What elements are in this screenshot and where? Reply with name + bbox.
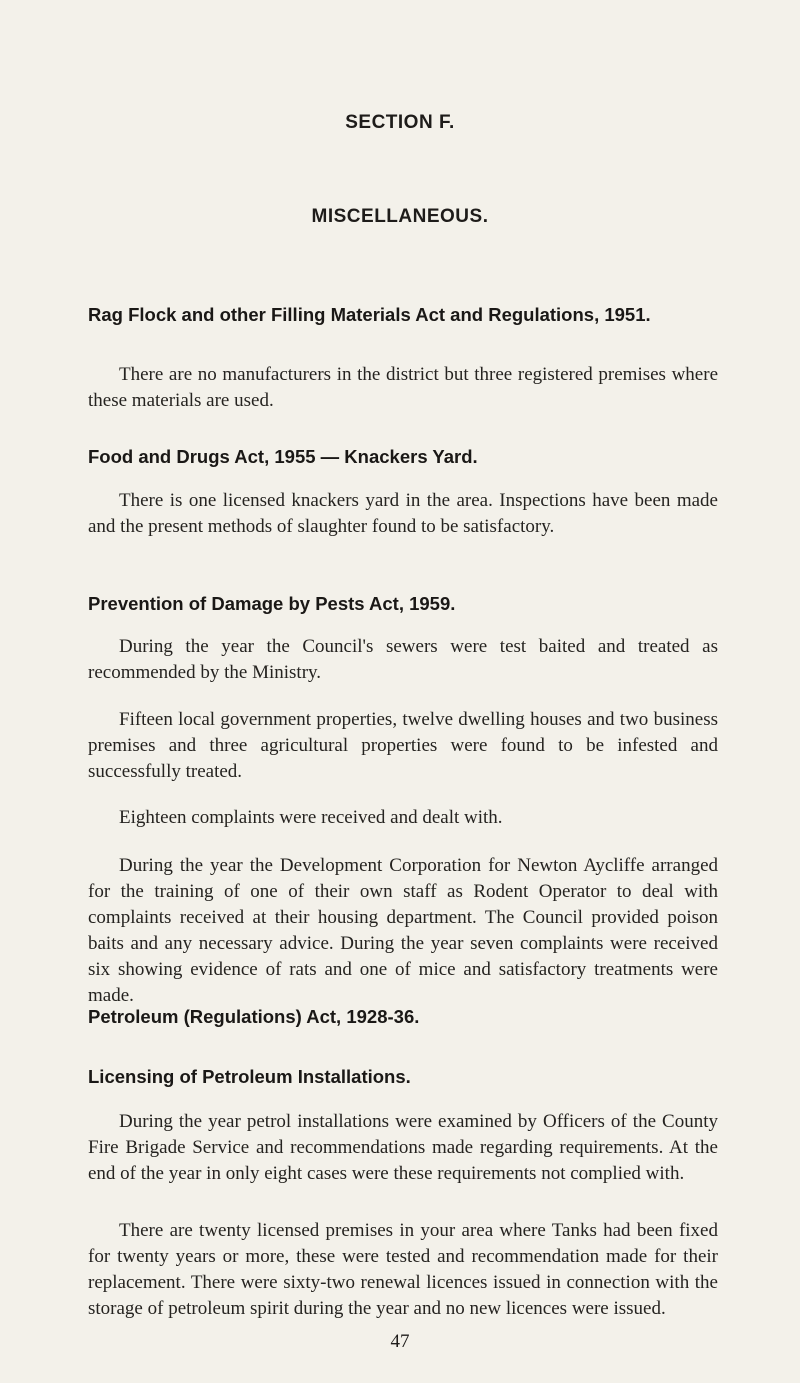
page-number: 47 (390, 1331, 410, 1352)
para-pests-1: During the year the Council's sewers were test baited and treated as recommended by the Ministry. (88, 636, 718, 683)
para-food-drugs-1: There is one licensed knackers yard in the area. Inspections have been made and the present methods of slaughter found to be satisfactory. (88, 490, 718, 537)
section-subtitle: MISCELLANEOUS. (311, 206, 489, 227)
para-pests-4: During the year the Development Corporation for Newton Aycliffe arranged for the training of one of their own staff as Rodent Operator to deal with complaints received at their housing department. The Council provided poison baits and any necessary advice. During the year seven complaints were received six showing evidence of rats and one of mice and satisfactory treatments were made. (88, 855, 718, 1006)
para-petroleum-1: During the year petrol installations were examined by Officers of the County Fire Brigade Service and recommendations made regarding requirements. At the end of the year in only eight cases were these requirements not complied with. (88, 1111, 718, 1184)
para-petroleum-2: There are twenty licensed premises in your area where Tanks had been fixed for twenty years or more, these were tested and recommendation made for their replacement. There were sixty-two renewal licences issued in connection with the storage of petroleum spirit during the year and no new licences were issued. (88, 1220, 718, 1319)
heading-food-drugs: Food and Drugs Act, 1955 — Knackers Yard. (88, 446, 478, 467)
subheading-petroleum-licensing: Licensing of Petroleum Installations. (88, 1066, 411, 1087)
heading-petroleum: Petroleum (Regulations) Act, 1928-36. (88, 1006, 420, 1027)
heading-pests: Prevention of Damage by Pests Act, 1959. (88, 593, 456, 614)
heading-rag-flock: Rag Flock and other Filling Materials Act and Regulations, 1951. (88, 304, 651, 325)
section-title: SECTION F. (345, 112, 455, 133)
para-pests-2: Fifteen local government properties, twelve dwelling houses and two business premises and three agricultural properties were found to be infested and successfully treated. (88, 709, 718, 782)
para-pests-3: Eighteen complaints were received and dealt with. (119, 807, 503, 828)
para-rag-flock-1: There are no manufacturers in the district but three registered premises where these materials are used. (88, 364, 718, 411)
